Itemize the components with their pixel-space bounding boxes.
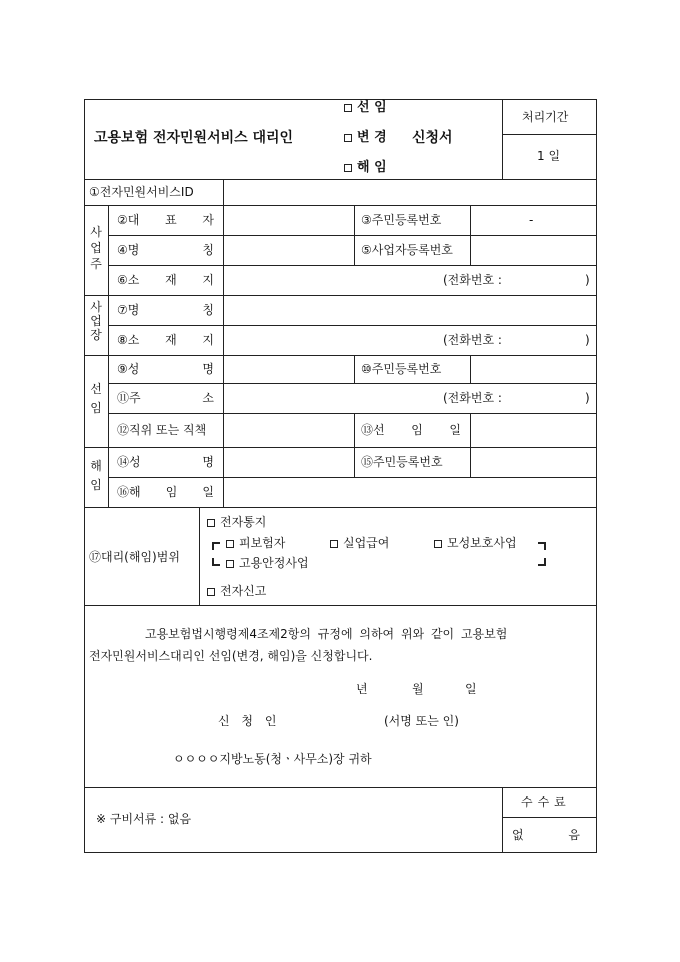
declaration-line-1: 고용보험법시행령제4조제2항의 규정에 의하여 위와 같이 고용보험 bbox=[145, 627, 508, 641]
option-dismiss[interactable]: 해 임 bbox=[344, 161, 387, 174]
required-documents: ※ 구비서류 : 없음 bbox=[96, 812, 192, 826]
employer-resident-no-label: ③주민등록번호 bbox=[361, 213, 442, 227]
employer-resident-no-value[interactable]: - bbox=[529, 213, 534, 227]
employer-name-label: ④명 칭 bbox=[117, 243, 214, 257]
appointment-date-input[interactable] bbox=[471, 414, 596, 446]
dismissed-resident-no-input[interactable] bbox=[471, 448, 596, 476]
bracket-top-right-icon bbox=[538, 542, 546, 550]
scope-insured-option[interactable]: 피보험자 bbox=[226, 537, 285, 549]
declaration-line-2: 전자민원서비스대리인 선임(변경, 해임)을 신청합니다. bbox=[89, 649, 373, 663]
position-input[interactable] bbox=[224, 414, 353, 446]
maternity-checkbox[interactable] bbox=[434, 540, 442, 548]
bracket-bottom-left-icon bbox=[212, 558, 220, 566]
processing-period-value: 1 일 bbox=[537, 149, 561, 163]
workplace-name-input[interactable] bbox=[224, 296, 596, 324]
appoint-checkbox[interactable] bbox=[344, 104, 352, 112]
appointment-group-label: 선 임 bbox=[90, 382, 102, 416]
workplace-address-label: ⑧소 재 지 bbox=[117, 333, 214, 347]
employer-phone-close: ) bbox=[585, 273, 590, 287]
form-title-suffix: 신청서 bbox=[412, 130, 453, 146]
representative-input[interactable] bbox=[224, 206, 353, 234]
insured-checkbox[interactable] bbox=[226, 540, 234, 548]
employer-group-label: 사 업 주 bbox=[90, 225, 102, 272]
workplace-phone-label: (전화번호 : bbox=[443, 333, 502, 347]
recipient-label: ㅇㅇㅇㅇ지방노동(청ㆍ사무소)장 귀하 bbox=[173, 752, 372, 766]
signature-label: (서명 또는 인) bbox=[384, 714, 459, 728]
e-report-option[interactable]: 전자신고 bbox=[207, 585, 266, 597]
dismiss-checkbox[interactable] bbox=[344, 164, 352, 172]
position-label: ⑫직위 또는 직책 bbox=[117, 423, 207, 437]
dismissal-group-label: 해 임 bbox=[90, 459, 102, 493]
appointee-name-input[interactable] bbox=[224, 356, 353, 382]
scope-label: ⑰대리(해임)범위 bbox=[89, 550, 180, 564]
biz-reg-no-label: ⑤사업자등록번호 bbox=[361, 243, 453, 257]
employer-name-input[interactable] bbox=[224, 236, 353, 264]
workplace-name-label: ⑦명 칭 bbox=[117, 303, 214, 317]
bracket-top-left-icon bbox=[212, 542, 220, 550]
option-change[interactable]: 변 경 bbox=[344, 131, 387, 144]
dismissal-date-input[interactable] bbox=[224, 478, 596, 506]
appointee-phone-label: (전화번호 : bbox=[443, 391, 502, 405]
appointee-name-label: ⑨성 명 bbox=[117, 362, 214, 376]
appointee-resident-no-input[interactable] bbox=[471, 356, 596, 382]
dismissed-name-label: ⑭성 명 bbox=[117, 455, 214, 469]
e-report-checkbox[interactable] bbox=[207, 588, 215, 596]
appointee-address-label: ⑪주 소 bbox=[117, 391, 214, 405]
date-month-label: 월 bbox=[412, 682, 424, 696]
appointment-date-label: ⑬선 임 일 bbox=[361, 423, 461, 437]
service-id-label: ①전자민원서비스ID bbox=[89, 185, 194, 199]
dismissal-date-label: ⑯해 임 일 bbox=[117, 485, 214, 499]
e-notice-option[interactable]: 전자통지 bbox=[207, 516, 266, 528]
e-notice-checkbox[interactable] bbox=[207, 519, 215, 527]
appointee-phone-close: ) bbox=[585, 391, 590, 405]
service-id-input[interactable] bbox=[224, 180, 596, 204]
processing-period-label: 처리기간 bbox=[522, 110, 569, 124]
dismissed-name-input[interactable] bbox=[224, 448, 353, 476]
representative-label: ②대 표 자 bbox=[117, 213, 214, 227]
date-day-label: 일 bbox=[465, 682, 477, 696]
employer-phone-label: (전화번호 : bbox=[443, 273, 502, 287]
biz-reg-no-input[interactable] bbox=[471, 236, 596, 264]
dismissed-resident-no-label: ⑮주민등록번호 bbox=[361, 455, 443, 469]
employer-address-label: ⑥소 재 지 bbox=[117, 273, 214, 287]
unemployment-checkbox[interactable] bbox=[330, 540, 338, 548]
fee-label: 수수료 bbox=[521, 795, 571, 809]
scope-stability-option[interactable]: 고용안정사업 bbox=[226, 557, 309, 569]
change-checkbox[interactable] bbox=[344, 134, 352, 142]
workplace-phone-close: ) bbox=[585, 333, 590, 347]
scope-unemployment-option[interactable]: 실업급여 bbox=[330, 537, 389, 549]
form-title: 고용보험 전자민원서비스 대리인 bbox=[94, 130, 294, 146]
bracket-bottom-right-icon bbox=[538, 558, 546, 566]
date-year-label: 년 bbox=[356, 682, 368, 696]
stability-checkbox[interactable] bbox=[226, 560, 234, 568]
applicant-label: 신 청 인 bbox=[218, 714, 281, 728]
scope-maternity-option[interactable]: 모성보호사업 bbox=[434, 537, 517, 549]
appointee-resident-no-label: ⑩주민등록번호 bbox=[361, 362, 442, 376]
workplace-group-label: 사 업 장 bbox=[90, 300, 102, 342]
fee-value: 없 음 bbox=[512, 828, 580, 842]
option-appoint[interactable]: 선 임 bbox=[344, 101, 387, 114]
